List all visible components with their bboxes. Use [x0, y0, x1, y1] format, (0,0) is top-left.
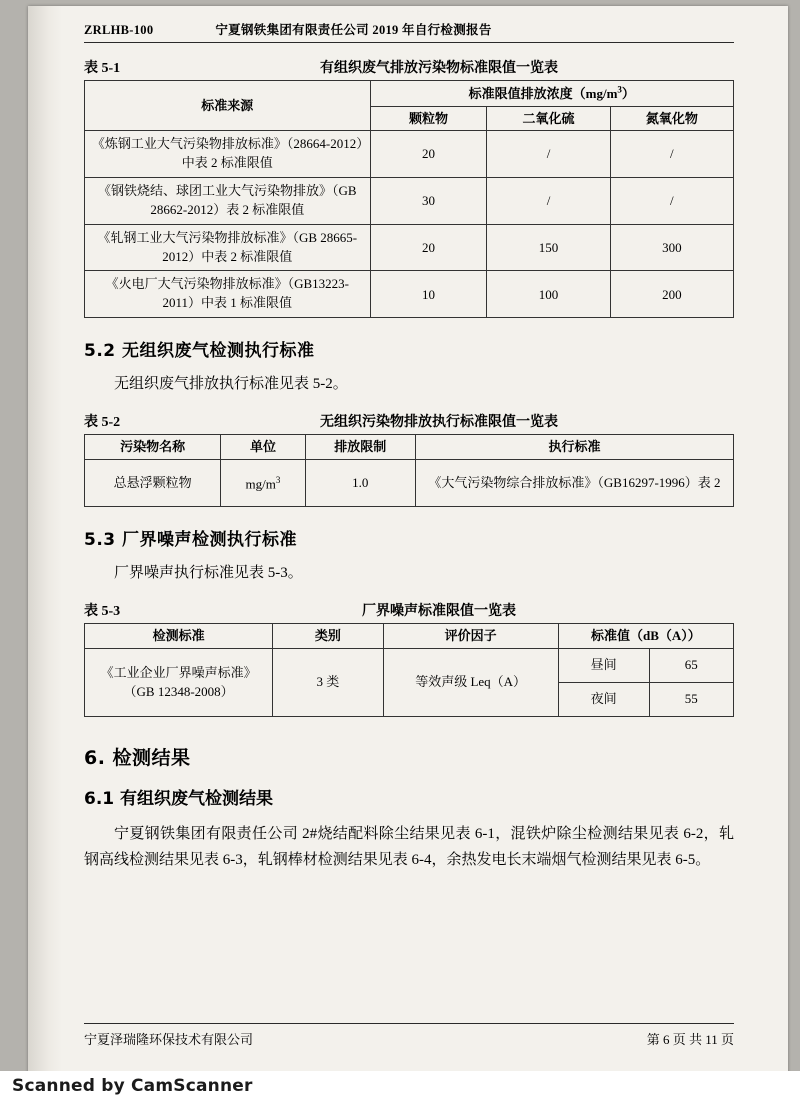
table-51-row0-source: 《炼钢工业大气污染物排放标准》（28664-2012）中表 2 标准限值 — [85, 131, 371, 178]
table-51-col-pm: 颗粒物 — [370, 106, 487, 131]
table-51-row1-pm: 30 — [370, 178, 487, 225]
table-51-row2-nox: 300 — [610, 224, 733, 271]
table-53-number: 表 5-3 — [84, 604, 121, 620]
document-page — [28, 6, 788, 1074]
table-row — [85, 435, 734, 460]
table-51-row3-so2: 100 — [487, 271, 610, 318]
table-51-col-nox: 氮氧化物 — [610, 106, 733, 131]
section-52-paragraph: 无组织废气排放执行标准见表 5-2。 — [114, 376, 348, 393]
table-51-number: 表 5-1 — [84, 61, 121, 76]
table-51-row2-pm: 20 — [370, 224, 487, 271]
table-row — [85, 459, 734, 506]
scan-banner-label: Scanned by CamScanner — [12, 1076, 253, 1096]
section-61-paragraph: 宁夏钢铁集团有限责任公司 2#烧结配料除尘结果见表 6-1，混铁炉除尘检测结果见表 6-2，轧钢高线检测结果见表 6-3，轧钢棒材检测结果见表 6-4，余热发电长末端烟气检测结果见表 6-5。 — [84, 825, 734, 869]
table-53-name: 厂界噪声标准限值一览表 — [362, 604, 516, 620]
table-row — [85, 81, 734, 107]
table-row — [85, 178, 734, 225]
table-53-value-day: 65 — [649, 648, 733, 682]
table-52-row0-unit: $mg/m^3$ — [221, 459, 305, 506]
table-53-period-day: 昼间 — [558, 648, 649, 682]
table-51-row1-nox: / — [610, 178, 733, 225]
section-53-heading: 5.3 厂界噪声检测执行标准 — [84, 529, 298, 550]
table-52-number: 表 5-2 — [84, 415, 121, 431]
table-51-row3-pm: 10 — [370, 271, 487, 318]
table-row — [85, 131, 734, 178]
table-53 — [84, 623, 734, 717]
footer-pagination: 第 6 页 共 11 页 — [646, 1032, 734, 1047]
table-51-row0-so2: / — [487, 131, 610, 178]
table-51-head-limit — [370, 81, 733, 107]
table-52-col-limit: 排放限制 — [305, 435, 415, 460]
section-53-paragraph: 厂界噪声执行标准见表 5-3。 — [114, 564, 303, 581]
table-52-col-pollutant: 污染物名称 — [85, 435, 221, 460]
table-52-name: 无组织污染物排放执行标准限值一览表 — [320, 415, 558, 431]
table-53-col-value: 标准值（dB（A）） — [558, 624, 733, 649]
footer-company: 宁夏泽瑞隆环保技术有限公司 — [84, 1032, 254, 1047]
table-row — [85, 224, 734, 271]
table-51-row2-source: 《轧钢工业大气污染物排放标准》（GB 28665-2012）中表 2 标准限值 — [85, 224, 371, 271]
table-52-caption — [84, 411, 734, 431]
table-51-head-source: 标准来源 — [85, 81, 371, 131]
table-53-caption — [84, 600, 734, 620]
table-53-standard: 《工业企业厂界噪声标准》（GB 12348-2008） — [85, 648, 273, 716]
table-51-name: 有组织废气排放污染物标准限值一览表 — [320, 61, 558, 76]
table-52-row0-limit: 1.0 — [305, 459, 415, 506]
table-52-col-unit: 单位 — [221, 435, 305, 460]
scan-banner — [0, 1071, 800, 1101]
table-52 — [84, 434, 734, 507]
table-53-col-factor: 评价因子 — [383, 624, 558, 649]
table-53-value-night: 55 — [649, 682, 733, 716]
table-51-head-limit-text: 标准限值排放浓度$(mg/m^3)$ — [468, 85, 635, 102]
table-53-period-night: 夜间 — [558, 682, 649, 716]
section-6-heading: 6. 检测结果 — [84, 746, 191, 769]
document-code: ZRLHB-100 — [84, 23, 154, 37]
table-51-row1-so2: / — [487, 178, 610, 225]
section-61-heading: 6.1 有组织废气检测结果 — [84, 788, 274, 809]
table-51 — [84, 80, 734, 318]
table-52-row0-pollutant: 总悬浮颗粒物 — [85, 459, 221, 506]
table-53-col-standard: 检测标准 — [85, 624, 273, 649]
table-row — [85, 624, 734, 649]
table-51-row3-source: 《火电厂大气污染物排放标准》（GB13223-2011）中表 1 标准限值 — [85, 271, 371, 318]
document-title: 宁夏钢铁集团有限责任公司 2019 年自行检测报告 — [215, 23, 492, 37]
table-53-col-category: 类别 — [273, 624, 383, 649]
table-row — [85, 271, 734, 318]
document-footer — [84, 1023, 734, 1048]
table-51-row2-so2: 150 — [487, 224, 610, 271]
table-52-col-standard: 执行标准 — [415, 435, 733, 460]
table-51-caption — [84, 57, 734, 77]
page-content — [84, 20, 734, 885]
document-header — [84, 20, 734, 43]
table-52-row0-standard: 《大气污染物综合排放标准》（GB16297-1996）表 2 — [415, 459, 733, 506]
table-53-category: 3 类 — [273, 648, 383, 716]
section-52-heading: 5.2 无组织废气检测执行标准 — [84, 341, 315, 362]
table-51-row3-nox: 200 — [610, 271, 733, 318]
table-51-row1-source: 《钢铁烧结、球团工业大气污染物排放》（GB 28662-2012）表 2 标准限值 — [85, 178, 371, 225]
table-53-factor: 等效声级 Leq（A） — [383, 648, 558, 716]
table-51-col-so2: 二氧化硫 — [487, 106, 610, 131]
table-row — [85, 648, 734, 682]
table-51-row0-pm: 20 — [370, 131, 487, 178]
table-51-row0-nox: / — [610, 131, 733, 178]
